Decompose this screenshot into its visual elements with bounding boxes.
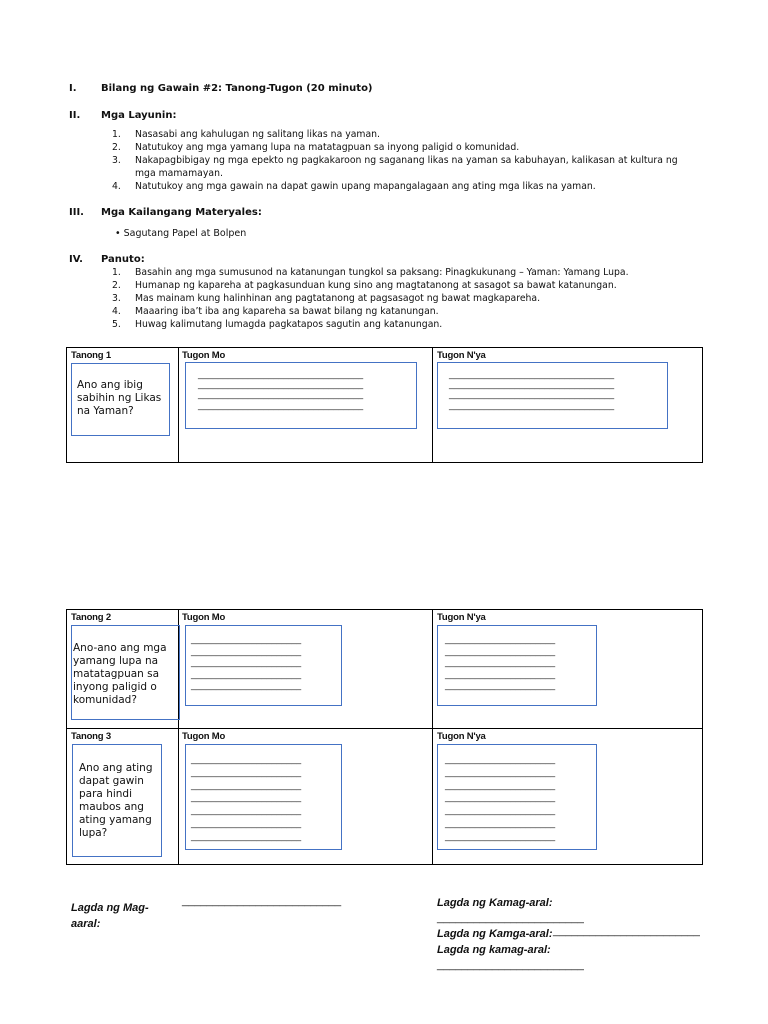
tugon-nya-header: Tugon N'ya bbox=[437, 612, 486, 623]
layunin-item: 1. Nasasabi ang kahulugan ng salitang likas na yaman. bbox=[112, 129, 381, 140]
table-divider bbox=[178, 347, 179, 463]
answer-lines: _________________________________ _________________________________ _________________________________ _________________________________ bbox=[198, 369, 364, 410]
panuto-list bbox=[112, 266, 712, 331]
answer-lines: _________________________________ _________________________________ _________________________________ _________________________________ bbox=[449, 369, 615, 410]
answer-lines: ______________________ ______________________ ______________________ ______________________ ______________________ bbox=[445, 634, 556, 690]
tugon-mo-box-1[interactable] bbox=[185, 362, 417, 429]
lagda-kamag-aral-2-label: Lagda ng Kamga-aral: bbox=[437, 928, 553, 940]
tugon-nya-header: Tugon N'ya bbox=[437, 350, 486, 361]
tugon-nya-box-3[interactable] bbox=[437, 744, 597, 850]
section-3-number: III. bbox=[69, 207, 84, 218]
lagda-mag-aaral-line[interactable]: __________________________ bbox=[182, 895, 342, 907]
panuto-item: 4. Maaaring iba’t iba ang kapareha sa bawat bilang ng katanungan. bbox=[112, 306, 439, 317]
tugon-nya-box-2[interactable] bbox=[437, 625, 597, 706]
section-4-number: IV. bbox=[69, 254, 83, 265]
tanong-1-question: Ano ang ibig sabihin ng Likas na Yaman? bbox=[71, 363, 170, 436]
answer-lines: ______________________ ______________________ ______________________ ______________________ ______________________ ______________________ ______________________ bbox=[445, 754, 556, 841]
tanong-2-question: Ano-ano ang mga yamang lupa na matatagpuan sa inyong paligid o komunidad? bbox=[71, 625, 180, 720]
lagda-kamag-aral-3-line[interactable]: ________________________ bbox=[437, 959, 584, 971]
section-2-number: II. bbox=[69, 110, 81, 121]
lagda-kamag-aral-3-label: Lagda ng kamag-aral: bbox=[437, 944, 551, 956]
panuto-item: 2. Humanap ng kapareha at pagkasunduan kung sino ang magtatanong at sasagot sa bawat katanungan. bbox=[112, 280, 617, 291]
panuto-item: 1. Basahin ang mga sumusunod na katanungan tungkol sa paksang: Pinagkukunang – Yaman: Yamang Lupa. bbox=[112, 267, 629, 278]
layunin-item: 4. Natutukoy ang mga gawain na dapat gawin upang mapangalagaan ang ating mga likas na yaman. bbox=[112, 181, 596, 192]
section-1-title: Bilang ng Gawain #2: Tanong-Tugon (20 minuto) bbox=[101, 83, 373, 94]
tanong-3-label: Tanong 3 bbox=[71, 731, 111, 742]
section-3-title: Mga Kailangang Materyales: bbox=[101, 207, 262, 218]
table-divider bbox=[432, 347, 433, 463]
lagda-mag-aaral-label: Lagda ng Mag-aaral: bbox=[71, 902, 149, 930]
materyales-item: • Sagutang Papel at Bolpen bbox=[115, 228, 247, 239]
tugon-mo-header: Tugon Mo bbox=[182, 731, 226, 742]
section-1-number: I. bbox=[69, 83, 77, 94]
layunin-item: 3. Nakapagbibigay ng mga epekto ng pagkakaroon ng saganang likas na yaman sa kabuhayan, kalikasan at kultura ng mga mamamayan. bbox=[112, 155, 678, 179]
tugon-mo-header: Tugon Mo bbox=[182, 612, 226, 623]
layunin-item: 2. Natutukoy ang mga yamang lupa na matatagpuan sa inyong paligid o komunidad. bbox=[112, 142, 520, 153]
tugon-mo-header: Tugon Mo bbox=[182, 350, 226, 361]
lagda-kamag-aral-2-line[interactable]: ________________________ bbox=[553, 925, 700, 937]
answer-lines: ______________________ ______________________ ______________________ ______________________ ______________________ bbox=[191, 634, 302, 690]
panuto-item: 5. Huwag kalimutang lumagda pagkatapos sagutin ang katanungan. bbox=[112, 319, 443, 330]
tanong-2-label: Tanong 2 bbox=[71, 612, 111, 623]
table-row-divider bbox=[66, 728, 703, 729]
section-2-title: Mga Layunin: bbox=[101, 110, 177, 121]
tugon-mo-box-2[interactable] bbox=[185, 625, 342, 706]
tugon-nya-box-1[interactable] bbox=[437, 362, 668, 429]
answer-lines: ______________________ ______________________ ______________________ ______________________ ______________________ ______________________ ______________________ bbox=[191, 754, 302, 841]
lagda-kamag-aral-1-label: Lagda ng Kamag-aral: bbox=[437, 897, 553, 909]
section-4-title: Panuto: bbox=[101, 254, 145, 265]
tanong-1-label: Tanong 1 bbox=[71, 350, 111, 361]
tanong-3-question: Ano ang ating dapat gawin para hindi maubos ang ating yamang lupa? bbox=[72, 744, 162, 857]
panuto-item: 3. Mas mainam kung halinhinan ang pagtatanong at pagsasagot ng bawat magkapareha. bbox=[112, 293, 541, 304]
lagda-kamag-aral-1-line[interactable]: ________________________ bbox=[437, 912, 584, 924]
layunin-list bbox=[112, 128, 682, 193]
table-divider bbox=[432, 609, 433, 865]
tugon-mo-box-3[interactable] bbox=[185, 744, 342, 850]
tugon-nya-header: Tugon N'ya bbox=[437, 731, 486, 742]
